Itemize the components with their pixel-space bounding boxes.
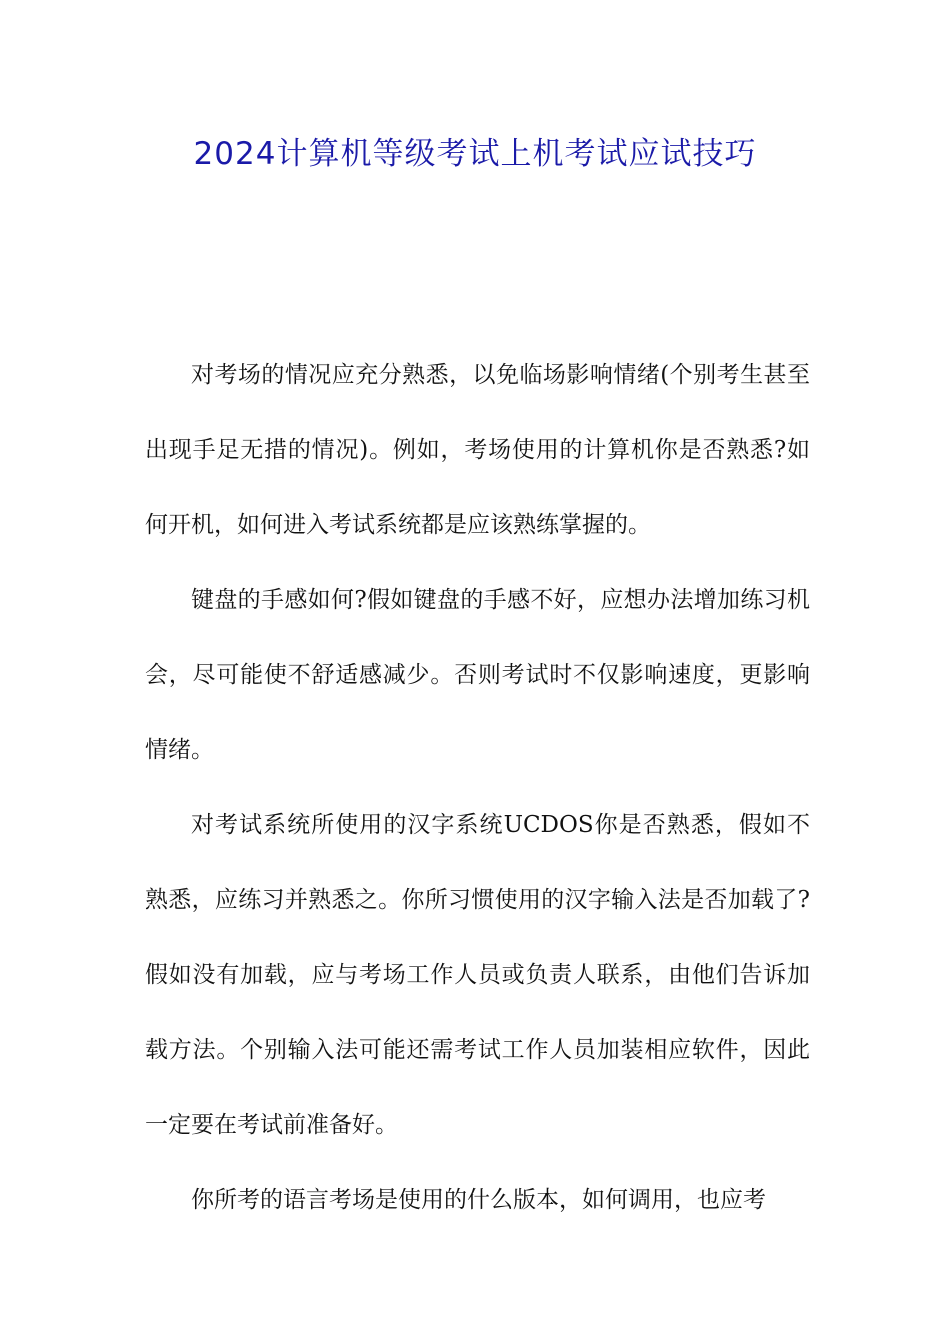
paragraph-exam-room: 对考场的情况应充分熟悉，以免临场影响情绪(个别考生甚至出现手足无措的情况)。例如，考场使用的计算机你是否熟悉?如何开机，如何进入考试系统都是应该熟练掌握的。 [145, 362, 810, 538]
document-title: 2024计算机等级考试上机考试应试技巧 [193, 136, 757, 172]
paragraph-chinese-system: 对考试系统所使用的汉字系统UCDOS你是否熟悉，假如不熟悉，应练习并熟悉之。你所习惯使用的汉字输入法是否加载了?假如没有加载，应与考场工作人员或负责人联系，由他们告诉加载方法。个别输入法可能还需考试工作人员加装相应软件，因此一定要在考试前准备好。 [145, 812, 810, 1138]
document-body [145, 338, 810, 1238]
paragraph-keyboard: 键盘的手感如何?假如键盘的手感不好，应想办法增加练习机会，尽可能使不舒适感减少。否则考试时不仅影响速度，更影响情绪。 [145, 587, 810, 763]
paragraph-language-version: 你所考的语言考场是使用的什么版本，如何调用，也应考 [191, 1187, 766, 1213]
